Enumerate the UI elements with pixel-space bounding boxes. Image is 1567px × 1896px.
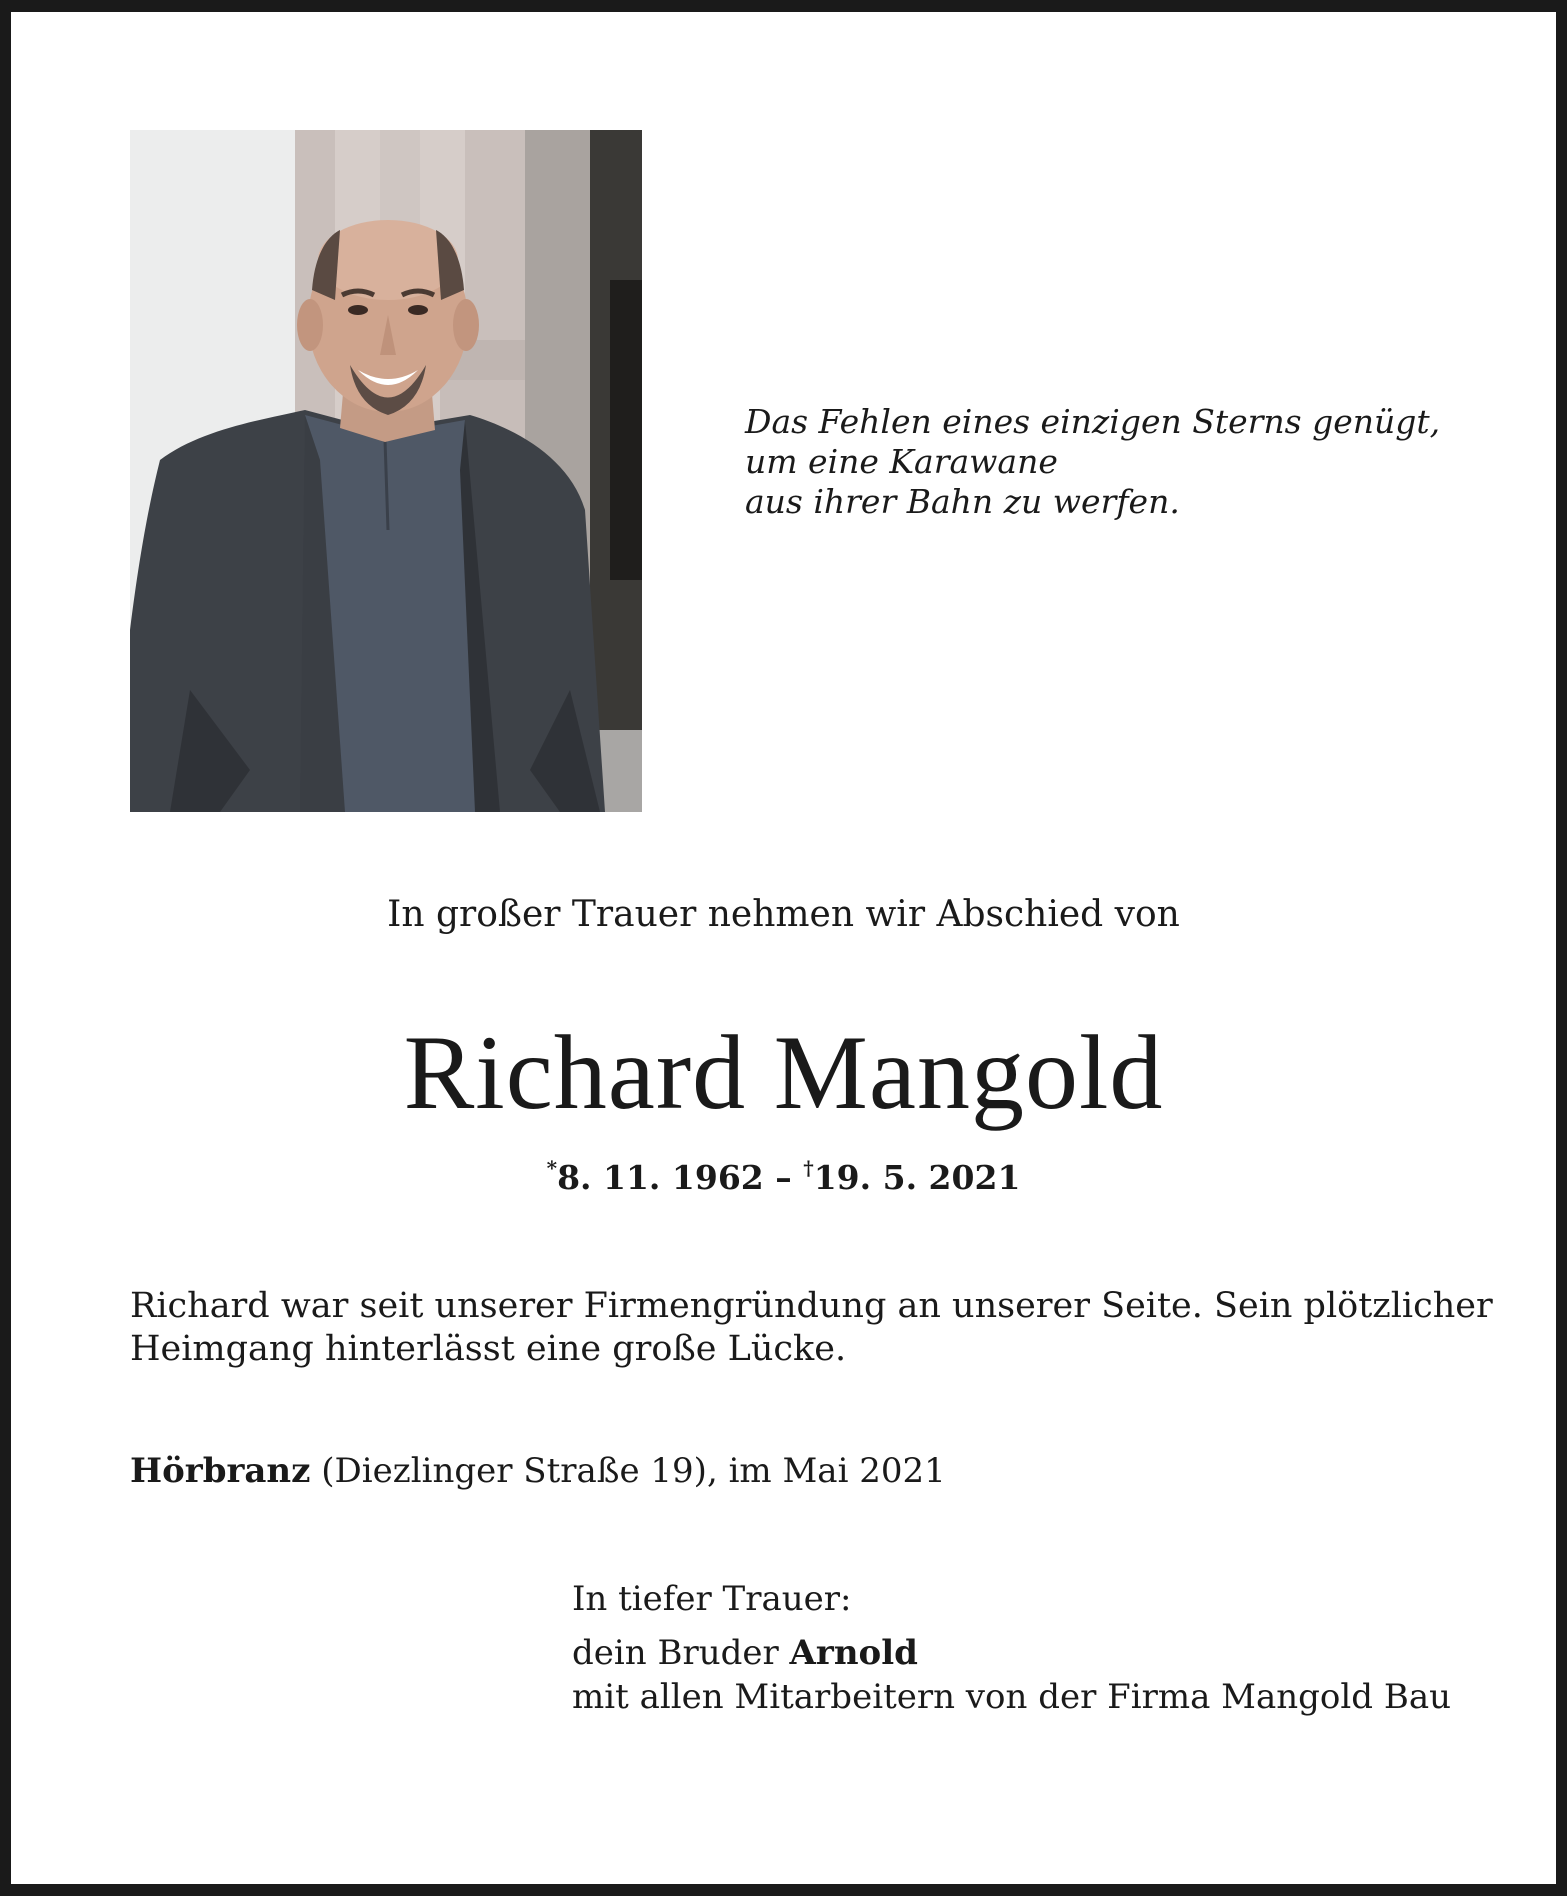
birth-date: 8. 11. 1962	[557, 1158, 764, 1197]
quote-line-1: Das Fehlen eines einzigen Sterns genügt,	[745, 402, 1441, 441]
signoff-brother-name: Arnold	[789, 1633, 918, 1673]
signoff-line-1	[572, 1631, 1472, 1675]
signoff-brother-prefix: dein Bruder	[572, 1633, 790, 1673]
quote-line-3: aus ihrer Bahn zu werfen.	[745, 482, 1180, 521]
date-separator: –	[775, 1158, 792, 1197]
tribute-line-2: Heimgang hinterlässt eine große Lücke.	[130, 1329, 847, 1369]
place-details: (Diezlinger Straße 19), im Mai 2021	[310, 1451, 946, 1491]
tribute-line-1: Richard war seit unserer Firmengründung an unserer Seite. Sein plötzlicher	[130, 1286, 1493, 1326]
deceased-name: Richard Mangold	[403, 1014, 1164, 1131]
intro-text: In großer Trauer nehmen wir Abschied von	[387, 894, 1180, 935]
life-dates	[0, 1156, 1567, 1197]
death-date: 19. 5. 2021	[813, 1158, 1021, 1197]
place-town: Hörbranz	[130, 1451, 311, 1491]
quote-line-2: um eine Karawane	[745, 442, 1058, 481]
tribute-text	[130, 1285, 1493, 1371]
place-and-date	[130, 1451, 1430, 1491]
death-symbol: †	[803, 1156, 814, 1180]
epigraph-quote	[745, 402, 1465, 522]
mourners-signoff	[572, 1577, 1472, 1719]
signoff-heading: In tiefer Trauer:	[572, 1579, 852, 1619]
birth-symbol: *	[546, 1156, 558, 1180]
portrait-photo	[130, 130, 642, 812]
signoff-line-2: mit allen Mitarbeitern von der Firma Mangold Bau	[572, 1677, 1451, 1717]
